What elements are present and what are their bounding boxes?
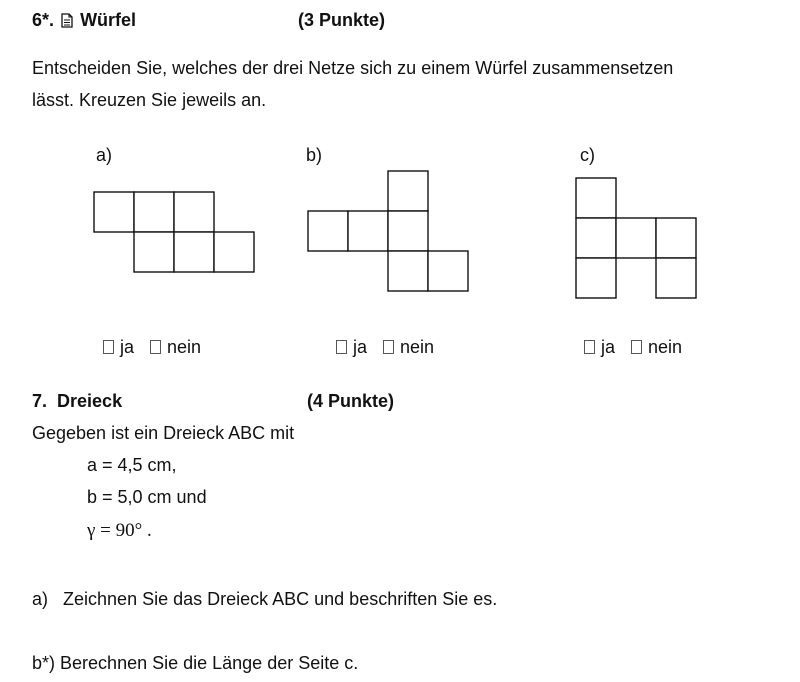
task6-points: (3 Punkte) [298,10,386,30]
task7-part-b [32,653,358,674]
task7-part-a [32,589,497,610]
net-b-square [388,251,428,291]
net-c-choices [584,337,698,358]
net-c-square [616,218,656,258]
given-side-a: a = 4,5 cm, [87,455,177,475]
net-b-no-option[interactable] [383,337,434,358]
yes-label: ja [120,337,135,357]
net-c-yes-option[interactable] [584,337,615,358]
net-a-square [134,192,174,232]
net-c-label: c) [580,145,595,165]
checkbox[interactable] [631,340,642,354]
task7-title: Dreieck [57,391,123,411]
net-a-diagram [93,191,254,272]
task7-number: 7. [32,391,48,411]
net-a-square [174,232,214,272]
net-c-square [656,258,696,298]
task6-heading [32,10,136,33]
checkbox[interactable] [336,340,347,354]
net-c-square [576,258,616,298]
checkbox[interactable] [103,340,114,354]
part-a-label: a) [32,589,49,609]
yes-label: ja [353,337,368,357]
net-a-square [94,192,134,232]
net-a-choices [103,337,217,358]
net-b-yes-option[interactable] [336,337,367,358]
given-angle-gamma: γ = 90° . [87,520,152,541]
net-b-square [428,251,468,291]
net-b-square [348,211,388,251]
net-c-square [576,218,616,258]
net-b-square [308,211,348,251]
net-b-diagram [307,170,468,291]
checkbox[interactable] [584,340,595,354]
net-b-choices [336,337,450,358]
net-a-square [214,232,254,272]
net-a-label: a) [96,145,113,165]
part-b-label: b*) [32,653,56,673]
net-b-square [388,171,428,211]
no-label: nein [400,337,435,357]
part-b-text: Berechnen Sie die Länge der Seite c. [60,653,359,673]
task6-instruction-line2: lässt. Kreuzen Sie jeweils an. [32,90,267,110]
net-a-square [174,192,214,232]
task6-instruction-line1: Entscheiden Sie, welches der drei Netze sich zu einem Würfel zusammensetzen [32,58,674,78]
given-side-b: b = 5,0 cm und [87,487,207,507]
part-a-text: Zeichnen Sie das Dreieck ABC und beschriften Sie es. [63,589,498,609]
net-c-square [576,178,616,218]
net-c-diagram [575,177,696,298]
no-label: nein [648,337,683,357]
task6-title: Würfel [80,10,137,30]
net-b-label: b) [306,145,323,165]
net-c-square [656,218,696,258]
document-icon [61,12,73,33]
yes-label: ja [601,337,616,357]
net-a-square [134,232,174,272]
task7-points: (4 Punkte) [307,391,395,411]
task7-heading [32,391,122,412]
task7-intro: Gegeben ist ein Dreieck ABC mit [32,423,295,443]
task6-number: 6*. [32,10,55,30]
net-a-no-option[interactable] [150,337,201,358]
checkbox[interactable] [383,340,394,354]
net-a-yes-option[interactable] [103,337,134,358]
checkbox[interactable] [150,340,161,354]
no-label: nein [167,337,202,357]
net-b-square [388,211,428,251]
net-c-no-option[interactable] [631,337,682,358]
